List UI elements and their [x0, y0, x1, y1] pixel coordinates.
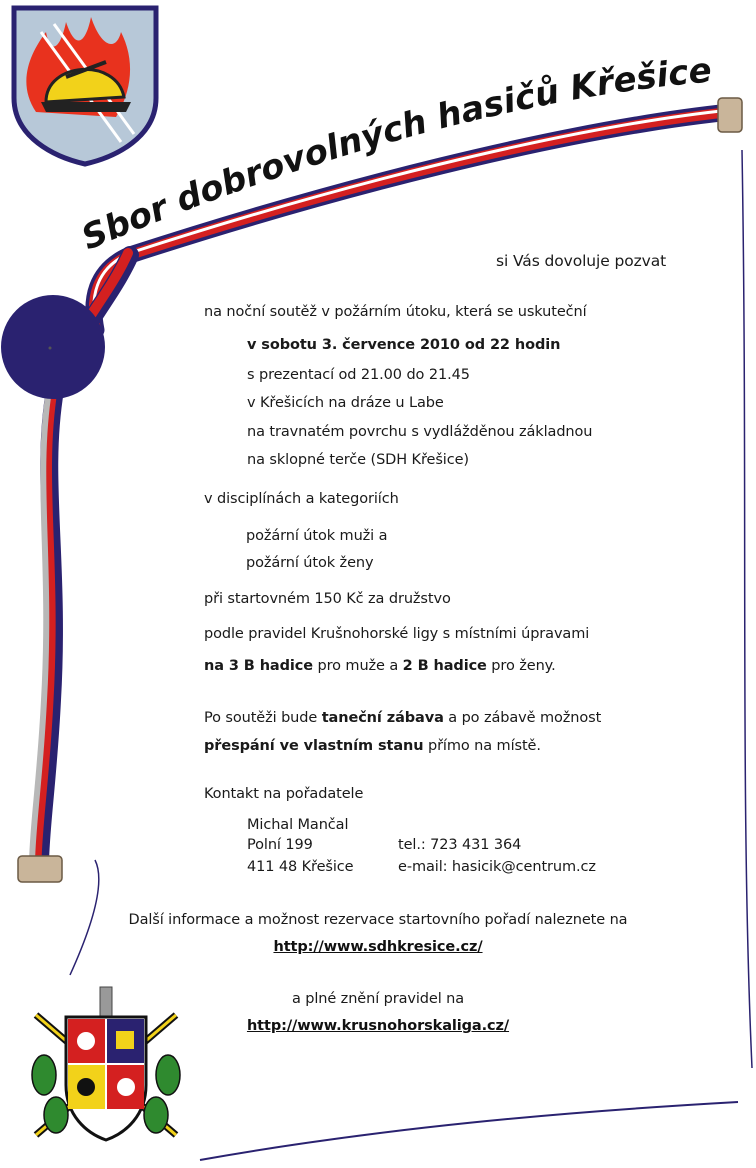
hoses-text: na 3 B hadice pro muže a 2 B hadice pro ženy. — [204, 658, 556, 674]
contact-phone: tel.: 723 431 364 — [398, 837, 522, 853]
league-website-link[interactable]: http://www.krusnohorskaliga.cz/ — [246, 1018, 510, 1034]
detail-location: v Křešicích na dráze u Labe — [247, 395, 444, 411]
event-date: v sobotu 3. července 2010 od 22 hodin — [247, 337, 561, 353]
camping-highlight: přespání ve vlastním stanu — [204, 738, 424, 754]
contact-name: Michal Mančal — [247, 817, 349, 833]
coat-of-arms-icon — [16, 985, 196, 1150]
disciplines-title: v disciplínách a kategoriích — [204, 491, 399, 507]
detail-registration: s prezentací od 21.00 do 21.45 — [247, 367, 470, 383]
after-party-line2: přespání ve vlastním stanu přímo na místě. — [204, 738, 541, 754]
intro-text: si Vás dovoluje pozvat — [496, 252, 667, 270]
fee-text: při startovném 150 Kč za družstvo — [204, 591, 451, 607]
detail-surface: na travnatém povrchu s vydlážděnou základnou — [247, 424, 593, 440]
rules-text: podle pravidel Krušnohorské ligy s místními úpravami — [204, 626, 590, 642]
sdh-website-link[interactable]: http://www.sdhkresice.cz/ — [273, 939, 483, 955]
contact-email: e-mail: hasicik@centrum.cz — [398, 859, 596, 875]
detail-targets: na sklopné terče (SDH Křešice) — [247, 452, 469, 468]
more-info-text: Další informace a možnost rezervace startovního pořadí naleznete na — [128, 912, 628, 928]
after-party-line1: Po soutěži bude taneční zábava a po zábavě možnost — [204, 710, 602, 726]
dance-highlight: taneční zábava — [321, 710, 444, 726]
rules-link-text: a plné znění pravidel na — [291, 991, 465, 1007]
contact-street: Polní 199 — [247, 837, 313, 853]
link1-row — [0, 938, 756, 956]
discipline-women: požární útok ženy — [246, 555, 374, 571]
contact-city: 411 48 Křešice — [247, 859, 354, 875]
discipline-men: požární útok muži a — [246, 528, 388, 544]
competition-text: na noční soutěž v požárním útoku, která se uskuteční — [204, 304, 587, 320]
contact-title: Kontakt na pořadatele — [204, 786, 364, 802]
hoses-men: na 3 B hadice — [204, 658, 313, 674]
hoses-women: 2 B hadice — [402, 658, 487, 674]
page-title: Sbor dobrovolných hasičů Křešice — [76, 50, 714, 259]
heading-arc — [0, 0, 756, 270]
